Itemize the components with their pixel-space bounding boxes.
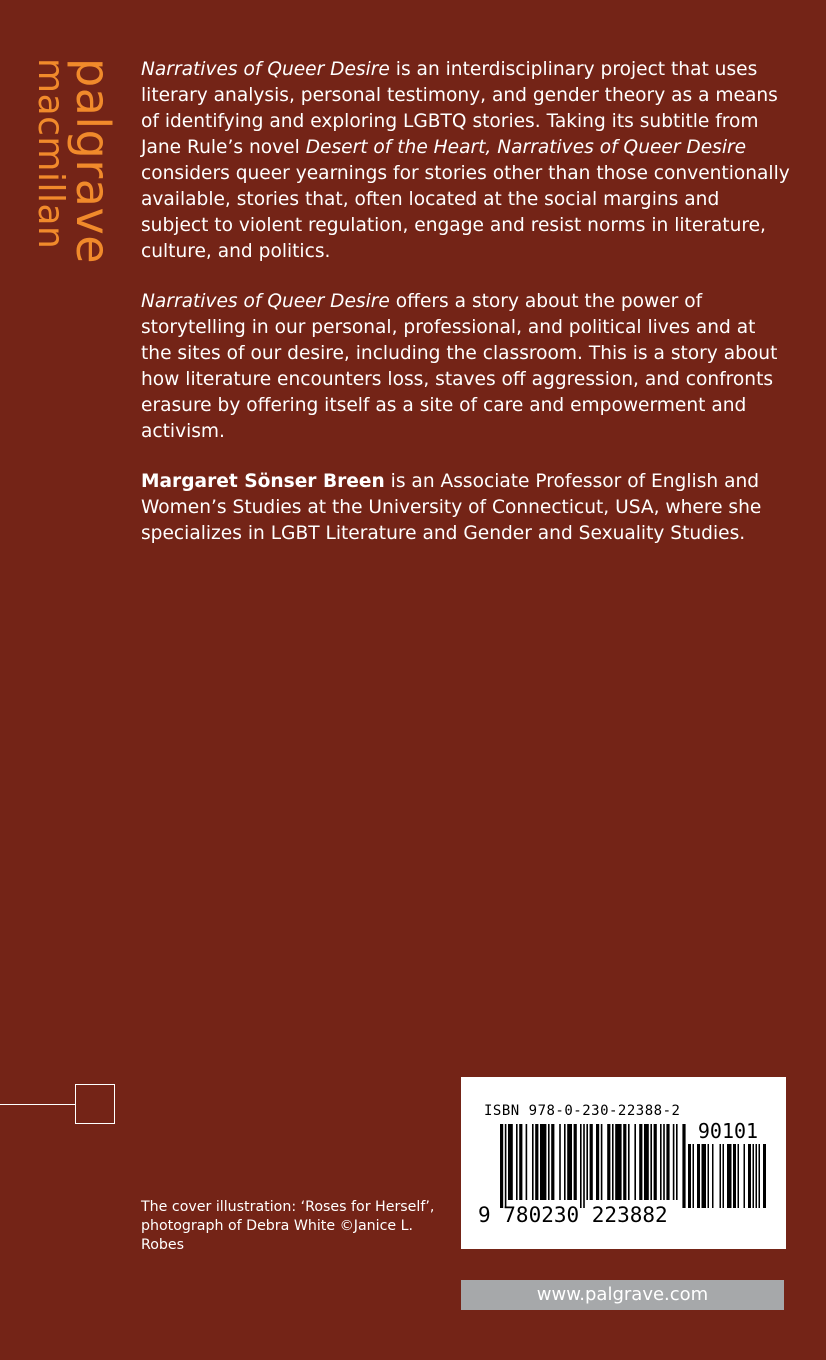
barcode-bar <box>634 1124 636 1200</box>
book-title: Narratives of Queer Desire <box>141 59 390 80</box>
barcode-addon-bar <box>697 1144 700 1208</box>
barcode-bar <box>663 1124 665 1200</box>
cover-credit: The cover illustration: ‘Roses for Herself’, photograph of Debra White ©Janice L. Robes <box>141 1199 435 1253</box>
barcode-bar <box>673 1124 675 1200</box>
barcode-addon-bar <box>712 1144 714 1208</box>
barcode-bar <box>564 1124 566 1200</box>
book-title: Narratives of Queer Desire <box>141 291 390 312</box>
barcode-addon-bar <box>702 1144 707 1208</box>
barcode-addon-bar <box>727 1144 732 1208</box>
barcode-addon-bar <box>693 1144 695 1208</box>
barcode <box>470 1120 770 1230</box>
website-url[interactable]: www.palgrave.com <box>461 1280 784 1310</box>
publisher-logo <box>28 58 120 264</box>
barcode-addon-bar <box>756 1144 758 1208</box>
barcode-bar <box>623 1124 626 1200</box>
author-bio: Margaret Sönser Breen is an Associate Professor of English and Women’s Studies at the University of Connecticut, USA, where she specializes in LGBT Literature and Gender and Sexuality Studies. <box>141 471 762 544</box>
barcode-bar <box>535 1124 538 1200</box>
barcode-bar <box>508 1124 513 1200</box>
barcode-bar <box>650 1124 652 1200</box>
barcode-addon-bar <box>720 1144 722 1208</box>
barcode-bar <box>500 1124 503 1208</box>
barcode-bar <box>666 1124 669 1200</box>
barcode-addon-bar <box>763 1144 766 1208</box>
barcode-bar <box>567 1124 572 1200</box>
barcode-bar <box>559 1124 561 1200</box>
barcode-bar <box>551 1124 554 1200</box>
author-name: Margaret Sönser Breen <box>141 471 385 492</box>
barcode-addon-bar <box>688 1144 691 1208</box>
barcode-bar <box>601 1124 603 1200</box>
barcode-bar <box>526 1124 528 1200</box>
barcode-bar <box>682 1124 685 1208</box>
barcode-bar <box>615 1124 621 1200</box>
barcode-bar <box>590 1124 593 1200</box>
barcode-bar <box>676 1124 678 1200</box>
barcode-bar <box>586 1124 588 1200</box>
barcode-addon-bars <box>688 1144 766 1208</box>
logo-palgrave: palgrave <box>66 58 120 264</box>
barcode-addon-bar <box>759 1144 761 1208</box>
barcode-bar <box>628 1124 630 1200</box>
barcode-bars <box>500 1124 686 1208</box>
barcode-addon-bar <box>738 1144 740 1208</box>
blurb-paragraph-2: Narratives of Queer Desire offers a story about the power of storytelling in our personal, professional, and political lives and at the sites of our desire, including the classroom. This is a story about how literature encounters loss, staves off aggression, and confronts erasure by offering itself as a site of care and empowerment and activism. <box>141 291 778 442</box>
barcode-bar <box>574 1124 577 1200</box>
barcode-addon-digits: 90101 <box>697 1120 759 1143</box>
barcode-bar <box>583 1124 585 1208</box>
blurb-paragraph-1: Narratives of Queer Desire is an interdisciplinary project that uses literary analysis, personal testimony, and gender theory as a means of identifying and exploring LGBTQ stories. Taking its subtitle from Jane Rule’s novel Desert of the Heart, Narratives of Queer Desire considers queer yearnings for stories other than those conventionally available, stories that, often located at the social margins and subject to violent regulation, engage and resist norms in literature, culture, and politics. <box>141 59 790 262</box>
blurb <box>141 57 791 571</box>
barcode-bar <box>548 1124 550 1200</box>
barcode-addon-bar <box>733 1144 736 1208</box>
barcode-addon-bar <box>708 1144 710 1208</box>
barcode-bar <box>660 1124 662 1200</box>
barcode-digits: 9 780230 223882 <box>478 1203 668 1227</box>
barcode-bar <box>516 1124 518 1200</box>
barcode-bar <box>639 1124 642 1200</box>
barcode-addon-bar <box>753 1144 755 1208</box>
barcode-bar <box>505 1124 507 1208</box>
barcode-bar <box>654 1124 657 1200</box>
barcode-bar <box>532 1124 534 1200</box>
barcode-bar <box>612 1124 614 1200</box>
logo-macmillan: macmillan <box>30 58 71 250</box>
isbn-label: ISBN 978-0-230-22388-2 <box>484 1103 681 1119</box>
barcode-bar <box>580 1124 582 1208</box>
decorative-square <box>75 1084 115 1124</box>
barcode-addon-bar <box>744 1144 746 1208</box>
barcode-bar <box>607 1124 610 1200</box>
barcode-addon-bar <box>748 1144 751 1208</box>
barcode-bar <box>596 1124 599 1200</box>
decorative-line <box>0 1104 76 1105</box>
barcode-addon-bar <box>723 1144 725 1208</box>
barcode-bar <box>519 1124 522 1200</box>
barcode-bar <box>644 1124 649 1200</box>
barcode-bar <box>540 1124 546 1200</box>
